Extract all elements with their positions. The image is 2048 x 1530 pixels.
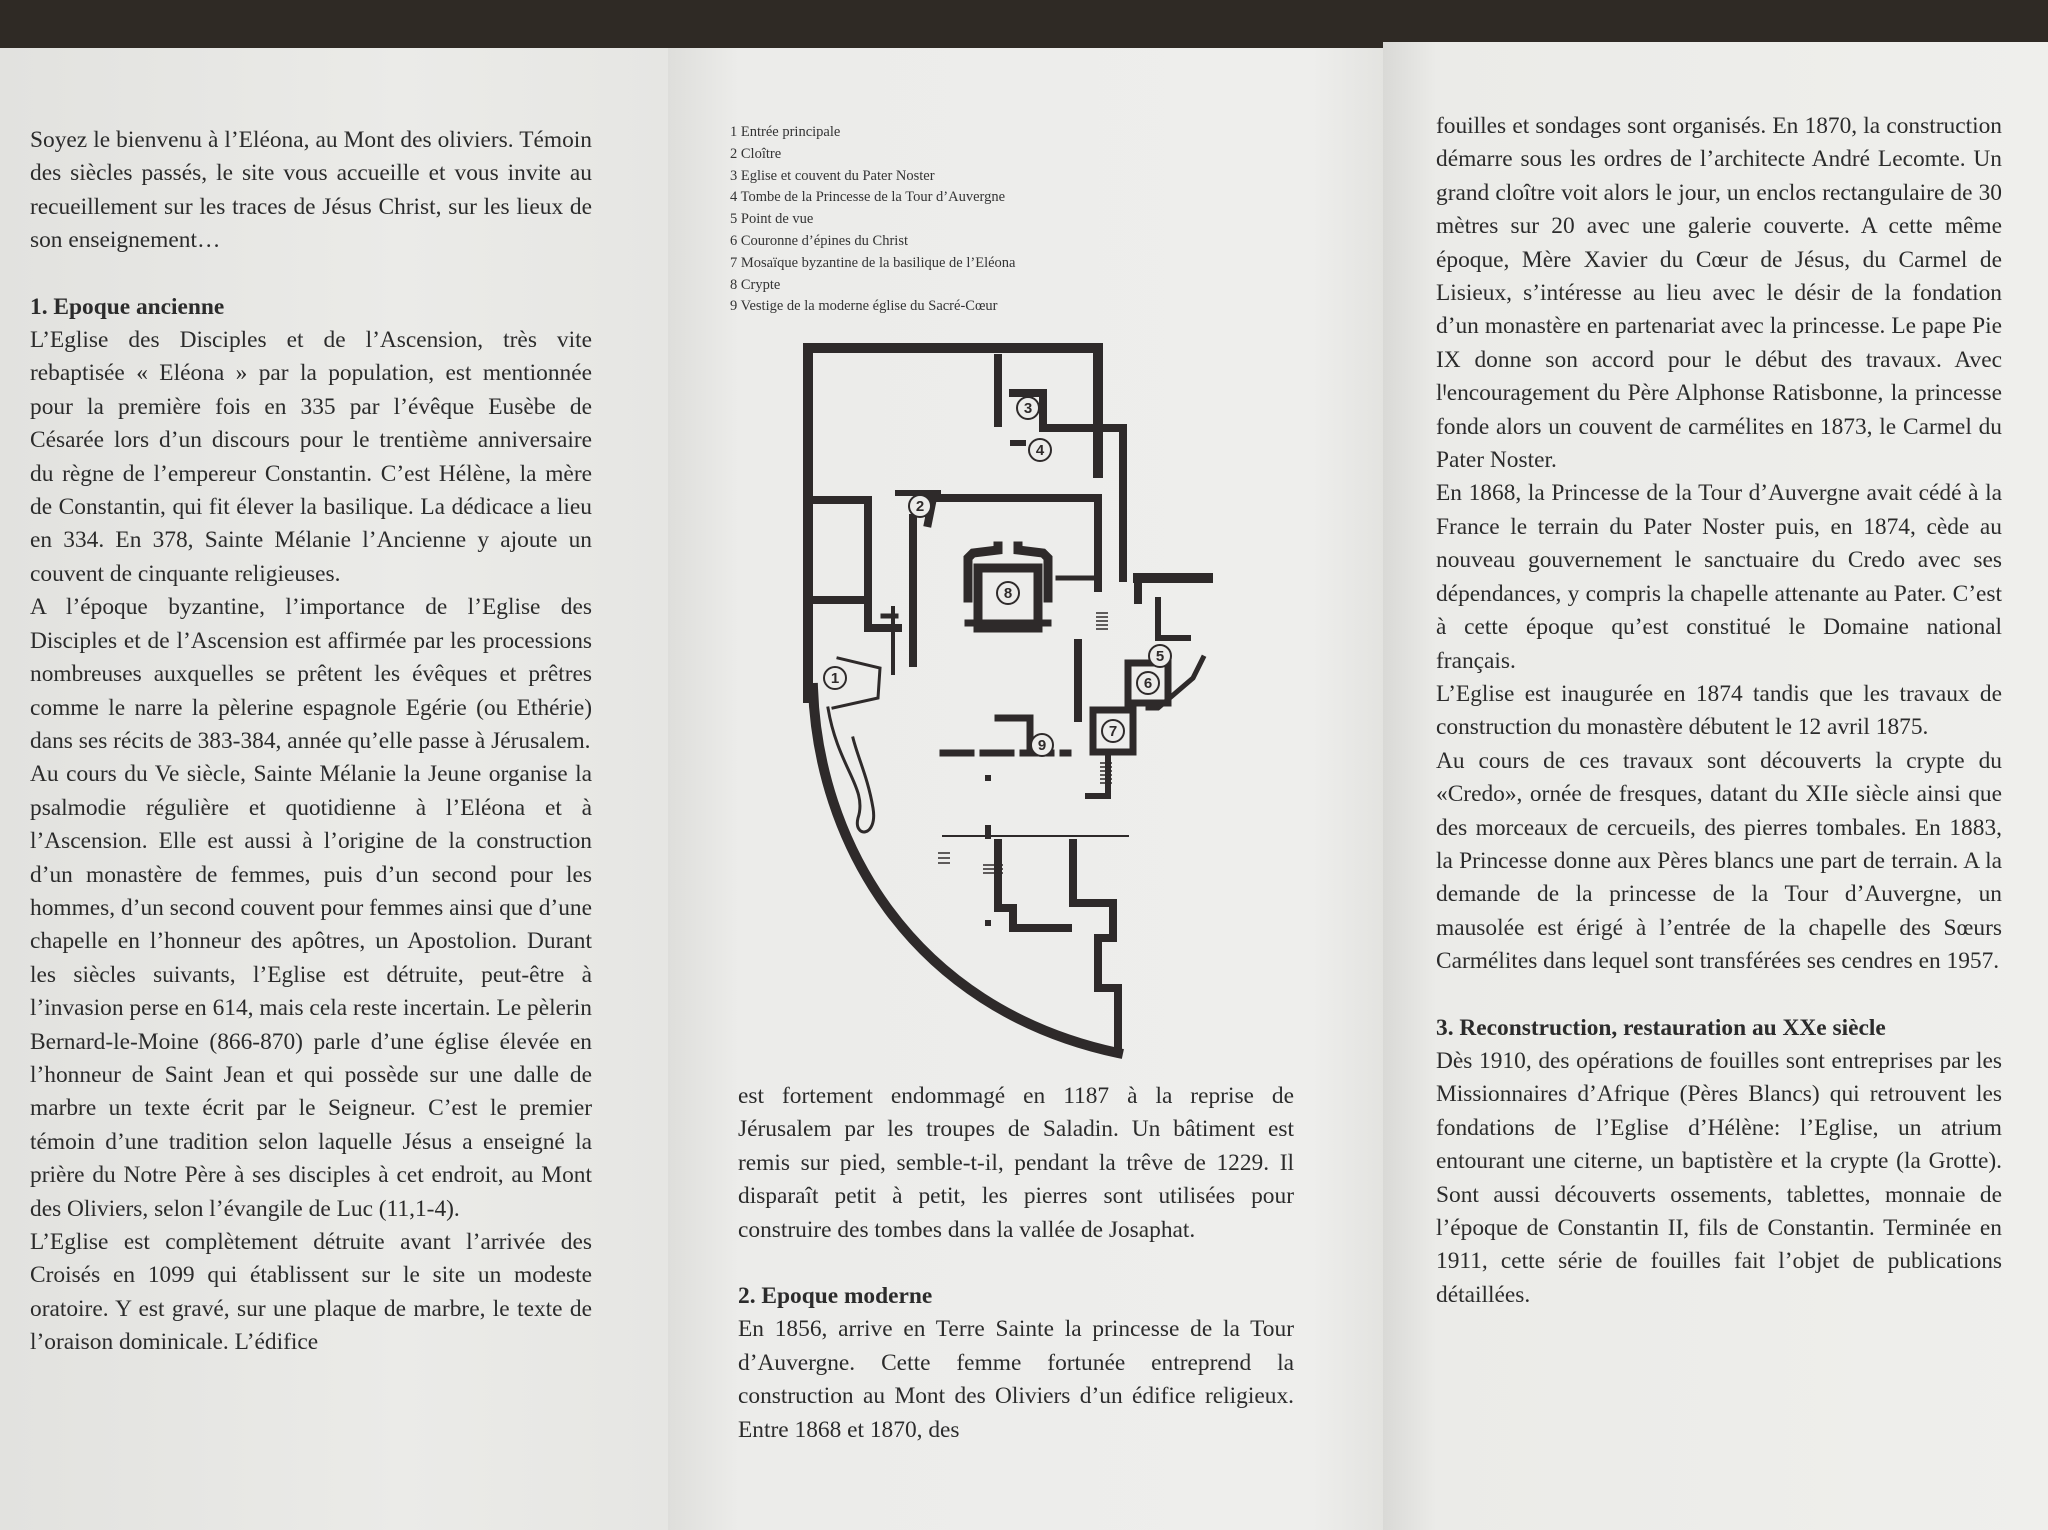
paragraph: L’Eglise est inaugurée en 1874 tandis que les travaux de construction du monastère débutent le 12 avril 1875. [1436, 680, 2002, 741]
right-text-column [1436, 110, 2002, 1312]
paragraph: L’Eglise des Disciples et de l’Ascension, très vite rebaptisée « Eléona » par la population, est mentionnée pour la première fois en 335 par l’évêque Eusèbe de Césarée lors d’un discours pour le trentième anniversaire du règne de l’empereur Constantin. C’est Hélène, la mère de Constantin, qui fit élever la basilique. La dédicace a lieu en 334. En 378, Sainte Mélanie l’Ancienne y ajoute un couvent de cinquante religieuses. [30, 327, 592, 587]
paragraph: En 1856, arrive en Terre Sainte la princesse de la Tour d’Auvergne. Cette femme fortunée entreprend la construction au Mont des Oliviers d’un édifice religieux. Entre 1868 et 1870, des [738, 1316, 1294, 1443]
svg-text:3: 3 [1023, 400, 1033, 417]
plan-marker-2 [909, 495, 931, 517]
legend-item: 7 Mosaïque byzantine de la basilique de l’Eléona [730, 254, 1016, 271]
svg-text:2: 2 [915, 498, 925, 515]
section-2-title: 2. Epoque moderne [738, 1283, 933, 1310]
section-3-title: 3. Reconstruction, restauration au XXe siècle [1436, 1014, 1886, 1041]
plan-legend [730, 122, 1015, 318]
left-text-column [30, 124, 592, 1360]
paragraph: A l’époque byzantine, l’importance de l’Eglise des Disciples et de l’Ascension est affirmée par les processions nombreuses auxquelles se prêtent les évêques et prêtres comme le narre la pèlerine espagnole Egérie (ou Ethérie) dans ses récits de 383-384, année qu’elle passe à Jérusalem. [30, 594, 592, 754]
plan-marker-1 [824, 667, 846, 689]
paragraph: est fortement endommagé en 1187 à la reprise de Jérusalem par les troupes de Saladin. Un bâtiment est remis sur pied, semble-t-il, pendant la trêve de 1229. Il disparaît petit à petit, les pierres sont utilisées pour construire des tombes dans la vallée de Josaphat. [738, 1083, 1294, 1243]
site-floor-plan [798, 338, 1228, 1068]
legend-item: 1 Entrée principale [730, 124, 841, 140]
svg-text:1: 1 [830, 670, 840, 687]
section-1-title: 1. Epoque ancienne [30, 293, 225, 320]
plan-marker-9 [1031, 734, 1053, 756]
legend-item: 4 Tombe de la Princesse de la Tour d’Auvergne [730, 189, 1006, 206]
legend-item: 5 Point de vue [730, 211, 814, 228]
plan-marker-7 [1102, 720, 1124, 742]
svg-text:7: 7 [1108, 723, 1118, 740]
paragraph: Dès 1910, des opérations de fouilles sont entreprises par les Missionnaires d’Afrique (Pères Blancs) qui retrouvent les fondations de l’Eglise d’Hélène: l’Eglise, un atrium entourant une citerne, un baptistère et la crypte (la Grotte). Sont aussi découverts ossements, tablettes, monnaie de l’époque de Constantin II, fils de Constantin. Terminée en 1911, cette série de fouilles fait l’objet de publications détaillées. [1436, 1047, 2002, 1308]
svg-text:9: 9 [1037, 737, 1047, 754]
plan-marker-4 [1029, 439, 1051, 461]
legend-item: 9 Vestige de la moderne église du Sacré-Cœur [730, 298, 998, 315]
paragraph: Au cours du Ve siècle, Sainte Mélanie la Jeune organise la psalmodie régulière et quotidienne à l’Eléona et à l’Ascension. Elle est aussi à l’origine de la construction d’un monastère de femmes, puis d’un second pour les hommes, d’un second couvent pour femmes ainsi que d’une chapelle en l’honneur des apôtres, un Apostolion. Durant les siècles suivants, l’Eglise est détruite, peut-être à l’invasion perse en 614, mais cela reste incertain. Le pèlerin Bernard-le-Moine (866-870) parle d’une église élevée en l’honneur de Saint Jean et qui possède sur une dalle de marbre un texte écrit par le Seigneur. C’est le premier témoin d’une tradition selon laquelle Jésus a enseigné la prière du Notre Père à ses disciples à cet endroit, au Mont des Oliviers, selon l’évangile de Luc (11,1-4). [30, 761, 592, 1222]
paragraph: fouilles et sondages sont organisés. En 1870, la construction démarre sous les ordres de l’architecte André Lecomte. Un grand cloître voit alors le jour, un enclos rectangulaire de 30 mètres sur 20 avec une galerie couverte. A cette même époque, Mère Xavier du Cœur de Jésus, du Carmel de Lisieux, s’intéresse au lieu avec le désir de la fondation d’un monastère en partenariat avec la princesse. Le pape Pie IX donne son accord pour le début des travaux. Avec lꞋencouragement du Père Alphonse Ratisbonne, la princesse fonde alors un couvent de carmélites en 1873, le Carmel du Pater Noster. [1436, 113, 2002, 474]
paragraph: L’Eglise est complètement détruite avant l’arrivée des Croisés en 1099 qui établissent sur le site un modeste oratoire. Y est gravé, sur une plaque de marbre, le texte de l’oraison dominicale. L’édifice [30, 1229, 592, 1356]
middle-text-column [738, 1080, 1294, 1447]
panel-right [1383, 42, 2048, 1530]
plan-marker-6 [1137, 672, 1159, 694]
legend-item: 6 Couronne d’épines du Christ [730, 232, 909, 249]
panel-left [0, 48, 668, 1530]
svg-text:8: 8 [1003, 585, 1013, 602]
svg-text:4: 4 [1035, 442, 1045, 459]
plan-marker-5 [1149, 645, 1171, 667]
legend-item: 8 Crypte [730, 276, 781, 293]
plan-marker-3 [1017, 397, 1039, 419]
paragraph: En 1868, la Princesse de la Tour d’Auvergne avait cédé à la France le terrain du Pater Noster puis, en 1874, cède au nouveau gouvernement le sanctuaire du Credo avec ses dépendances, y compris la chapelle attenante au Pater. C’est à cette époque qu’est constitué le Domaine national français. [1436, 480, 2002, 674]
svg-text:5: 5 [1155, 648, 1165, 665]
legend-item: 3 Eglise et couvent du Pater Noster [730, 167, 935, 184]
panel-middle [668, 48, 1383, 1530]
legend-item: 2 Cloître [730, 145, 782, 162]
svg-text:6: 6 [1143, 675, 1153, 692]
plan-marker-8 [997, 582, 1019, 604]
intro-paragraph: Soyez le bienvenu à l’Eléona, au Mont des oliviers. Témoin des siècles passés, le site vous accueille et vous invite au recueillement sur les traces de Jésus Christ, sur les lieux de son enseignement… [30, 127, 592, 254]
paragraph: Au cours de ces travaux sont découverts la crypte du «Credo», ornée de fresques, datant du XIIe siècle ainsi que des morceaux de cercueils, des pierres tombales. En 1883, la Princesse donne aux Pères blancs une part de terrain. A la demande de la princesse de la Tour d’Auvergne, un mausolée est érigé à l’entrée de la chapelle des Sœurs Carmélites dans lequel sont transférées ses cendres en 1957. [1436, 747, 2002, 975]
